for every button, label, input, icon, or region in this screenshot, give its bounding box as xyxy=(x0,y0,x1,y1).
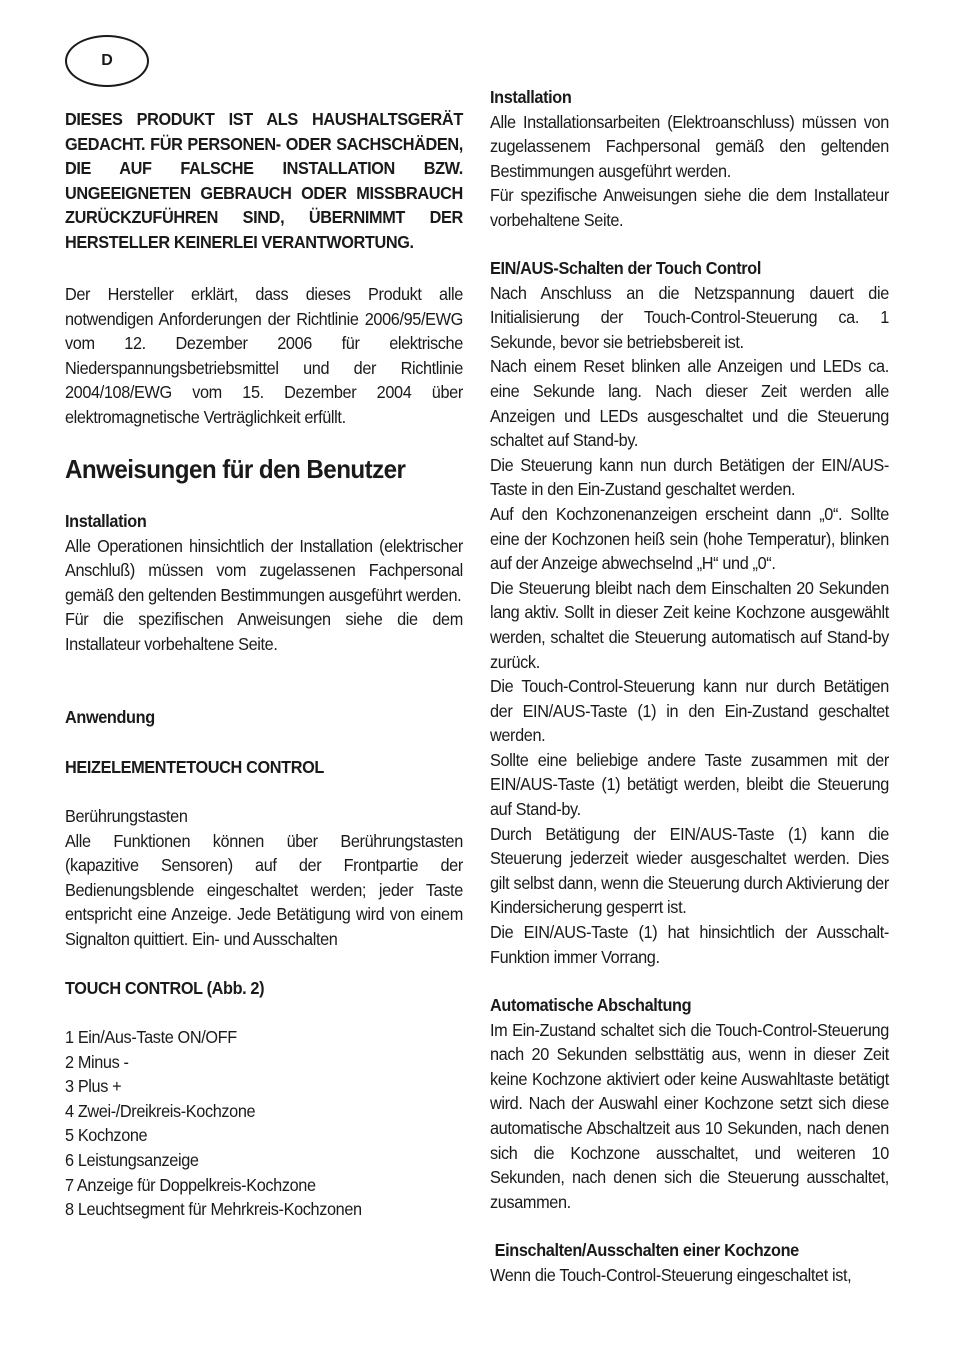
legend-item: 8 Leuchtsegment für Mehrkreis-Kochzonen xyxy=(65,1199,362,1220)
onoff-paragraph: Auf den Kochzonenanzeigen erscheint dann „0“. Sollte eine der Kochzonen heiß sein (hohe Temperatur), blinken auf der Anzeige abwechselnd „H“ und „0“. xyxy=(490,503,889,574)
installation-block-right xyxy=(490,85,889,233)
auto-off-block xyxy=(490,993,889,1214)
heating-block xyxy=(65,755,463,780)
legend-block xyxy=(65,1025,463,1222)
heating-heading: HEIZELEMENTETOUCH CONTROL xyxy=(65,757,324,777)
installation-block-left xyxy=(65,509,463,657)
onoff-paragraph: Durch Betätigung der EIN/AUS-Taste (1) kann die Steuerung jederzeit wieder ausgeschaltet werden. Dies gilt selbst dann, wenn die Steuerung durch Aktivierung der Kindersicherung gesperrt ist. xyxy=(490,823,889,918)
legend-item: 4 Zwei-/Dreikreis-Kochzone xyxy=(65,1100,256,1121)
usage-heading: Anwendung xyxy=(65,707,155,727)
legend-item: 7 Anzeige für Doppelkreis-Kochzone xyxy=(65,1174,316,1195)
onoff-paragraph: Die Steuerung kann nun durch Betätigen der EIN/AUS-Taste in den Ein-Zustand geschaltet werden. xyxy=(490,454,889,500)
declaration-block xyxy=(65,282,463,430)
zone-block xyxy=(490,1238,889,1287)
touch-control-block xyxy=(65,976,463,1001)
onoff-paragraph: Die Touch-Control-Steuerung kann nur durch Betätigen der EIN/AUS-Taste (1) in den Ein-Zustand geschaltet werden. xyxy=(490,676,889,746)
touch-keys-block xyxy=(65,804,463,952)
touch-control-heading: TOUCH CONTROL (Abb. 2) xyxy=(65,978,265,998)
installation-text-right-2: Für spezifische Anweisungen siehe die dem Installateur vorbehaltene Seite. xyxy=(490,185,889,230)
declaration-text: Der Hersteller erklärt, dass dieses Produkt alle notwendigen Anforderungen der Richtlinie 2006/95/EWG vom 12. Dezember 2006 für elektrische Niederspannungsbetriebsmittel und der Richtlinie 2004/108/EWG vom 15. Dezember 2004 über elektromagnetische Verträglichkeit erfüllt. xyxy=(65,284,463,427)
installation-heading-left: Installation xyxy=(65,511,147,531)
onoff-paragraph: Nach einem Reset blinken alle Anzeigen und LEDs ca. eine Sekunde lang. Nach dieser Zeit werden alle Anzeigen und LEDs ausgeschaltet und die Steuerung schaltet auf Stand-by. xyxy=(490,356,889,451)
zone-heading: Einschalten/Ausschalten einer Kochzone xyxy=(494,1240,799,1260)
installation-heading-right: Installation xyxy=(490,87,572,107)
section-title-block xyxy=(65,454,463,485)
warning-text: DIESES PRODUKT IST ALS HAUSHALTSGERÄT GEDACHT. FÜR PERSONEN- ODER SACHSCHÄDEN, DIE AUF FALSCHE INSTALLATION BZW. UNGEEIGNETEN GEBRAUCH ODER MISSBRAUCH ZURÜCKZUFÜHREN SIND, ÜBERNIMMT DER HERSTELLER KEINERLEI VERANTWORTUNG. xyxy=(65,109,463,252)
installation-text-left-1: Alle Operationen hinsichtlich der Installation (elektrischer Anschluß) müssen vom zugelassenen Fachpersonal gemäß den geltenden Bestimmungen ausgeführt werden. xyxy=(65,535,463,605)
onoff-paragraph: Die Steuerung bleibt nach dem Einschalten 20 Sekunden lang aktiv. Sollt in dieser Zeit keine Kochzone ausgewählt werden, schaltet die Steuerung automatisch auf Stand-by zurück. xyxy=(490,577,889,672)
page-title: Anweisungen für den Benutzer xyxy=(65,454,406,484)
auto-off-heading: Automatische Abschaltung xyxy=(490,995,692,1015)
zone-text: Wenn die Touch-Control-Steuerung eingeschaltet ist, xyxy=(490,1264,852,1285)
touch-keys-label: Berührungstasten xyxy=(65,806,188,826)
onoff-heading: EIN/AUS-Schalten der Touch Control xyxy=(490,258,761,278)
language-badge: D xyxy=(65,35,149,87)
legend-list xyxy=(65,1025,463,1222)
onoff-paragraph: Sollte eine beliebige andere Taste zusammen mit der EIN/AUS-Taste (1) betätigt werden, bleibt die Steuerung auf Stand-by. xyxy=(490,749,889,820)
legend-item: 3 Plus + xyxy=(65,1076,122,1097)
onoff-paragraph: Die EIN/AUS-Taste (1) hat hinsichtlich der Ausschalt-Funktion immer Vorrang. xyxy=(490,922,889,967)
liability-warning xyxy=(65,107,463,255)
legend-item: 5 Kochzone xyxy=(65,1125,148,1146)
auto-off-text: Im Ein-Zustand schaltet sich die Touch-Control-Steuerung nach 20 Sekunden selbsttätig aus, wenn in dieser Zeit keine Kochzone aktiviert oder keine Auswahltaste betätigt wird. Nach der Auswahl einer Kochzone setzt sich diese automatische Abschaltzeit aus 10 Sekunden, nach denen sich die Kochzone ausschaltet, und weiteren 10 Sekunden, nach denen sich die Steuerung ausschaltet, zusammen. xyxy=(490,1019,889,1212)
installation-text-right-1: Alle Installationsarbeiten (Elektroanschluss) müssen von zugelassenem Fachpersonal gemäß den geltenden Bestimmungen ausgeführt werden. xyxy=(490,111,889,181)
touch-keys-text: Alle Funktionen können über Berührungstasten (kapazitive Sensoren) auf der Frontpartie der Bedienungsblende eingeschaltet werden; jeder Taste entspricht eine Anzeige. Jede Betätigung wird von einem Signalton quittiert. Ein- und Ausschalten xyxy=(65,830,463,949)
legend-item: 2 Minus - xyxy=(65,1051,129,1072)
installation-text-left-2: Für die spezifischen Anweisungen siehe die dem Installateur vorbehaltene Seite. xyxy=(65,609,463,654)
usage-block xyxy=(65,705,463,730)
onoff-block xyxy=(490,256,889,969)
legend-item: 6 Leistungsanzeige xyxy=(65,1149,199,1170)
onoff-paragraph: Nach Anschluss an die Netzspannung dauert die Initialisierung der Touch-Control-Steuerung ca. 1 Sekunde, bevor sie betriebsbereit ist. xyxy=(490,282,889,352)
legend-item: 1 Ein/Aus-Taste ON/OFF xyxy=(65,1027,237,1047)
